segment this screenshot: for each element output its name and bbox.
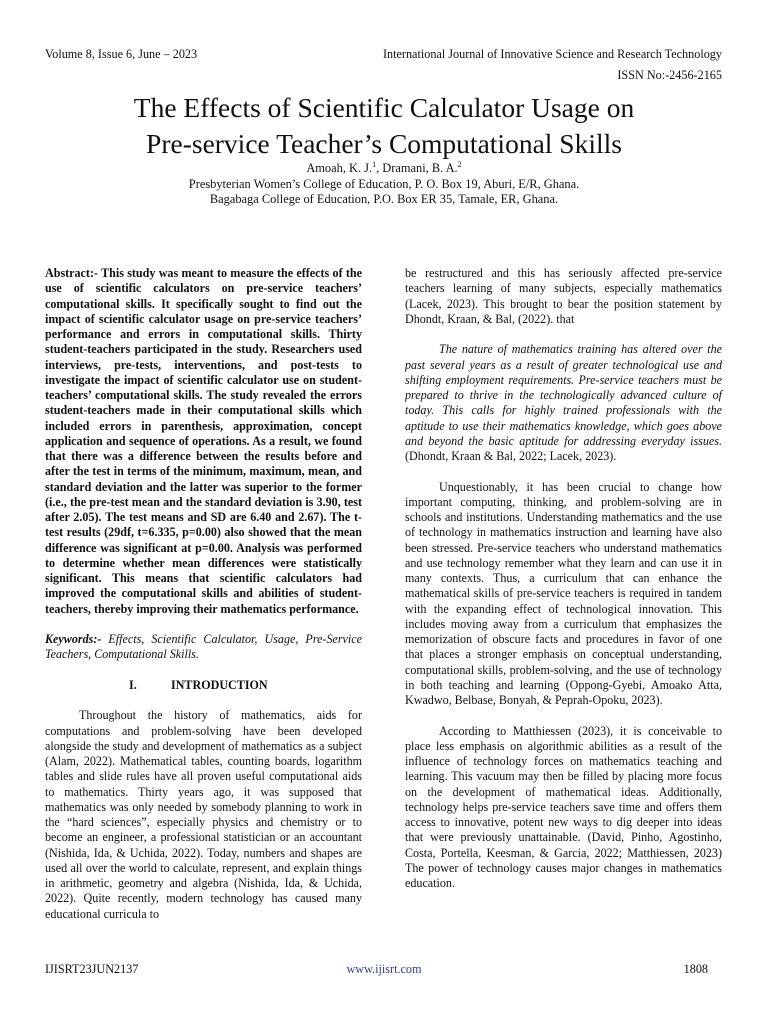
block-quote-citation: (Dhondt, Kraan & Bal, 2022; Lacek, 2023). — [405, 449, 617, 463]
keywords-label: Keywords:- — [45, 632, 102, 646]
left-column — [45, 266, 362, 937]
running-header-issn: ISSN No:-2456-2165 — [617, 68, 722, 82]
block-quote — [405, 342, 722, 464]
right-column — [405, 266, 722, 907]
section-heading-introduction — [45, 678, 362, 693]
running-header-volume: Volume 8, Issue 6, June – 2023 — [45, 47, 198, 61]
paper-title-line-2: Pre-service Teacher’s Computational Skills — [146, 128, 622, 159]
footer-website-link[interactable]: www.ijisrt.com — [346, 962, 422, 976]
author-2: , Dramani, B. A. — [376, 161, 458, 175]
section-number: I. — [129, 677, 137, 692]
author-names — [60, 161, 708, 177]
author-block — [60, 161, 708, 208]
keywords — [45, 632, 362, 663]
section-title: INTRODUCTION — [171, 677, 268, 692]
author-2-affil-mark: 2 — [457, 160, 462, 169]
footer-paper-id: IJISRT23JUN2137 — [45, 962, 139, 976]
author-1-affil-mark: 1 — [372, 160, 377, 169]
running-header-journal: International Journal of Innovative Science and Research Technology — [382, 47, 722, 61]
paper-title — [40, 90, 728, 162]
affiliation-2: Bagabaga College of Education, P.O. Box ER 35, Tamale, ER, Ghana. — [209, 192, 559, 206]
author-1: Amoah, K. J. — [306, 161, 373, 175]
intro-paragraph-3: According to Matthiessen (2023), it is conceivable to place less emphasis on algorithmic abilities as a result of the influence of technology forces on mathematics teaching and learning. This vacuum may then be filled by placing more focus on the development of mathematical ideas. Additionally, technology helps pre-service teachers save time and offers them access to innovative, potent new ways to dig deeper into ideas that were previously unattainable. (David, Pinho, Agostinho, Costa, Portella, Keesman, & Garcia, 2022; Matthiessen, 2023) The power of technology causes major changes in mathematics education. — [405, 723, 722, 890]
intro-paragraph-continued: be restructured and this has seriously affected pre-service teachers learning of many subjects, especially mathematics (Lacek, 2023). This brought to bear the position statement by Dhondt, Kraan, & Bal, (2022). that — [405, 266, 722, 326]
intro-paragraph-1: Throughout the history of mathematics, aids for computations and problem-solving have been developed alongside the study and development of mathematics as a subject (Alam, 2022). Mathematical tables, counting boards, logarithm tables and slide rules have all proven useful computational aids to mathematics. Thirty years ago, it was supposed that mathematics was only needed by somebody planning to work in the “hard sciences”, especially physics and chemistry or to become an engineer, a professional statistician or an accountant (Nishida, Ida, & Uchida, 2022). Today, numbers and shapes are used all over the world to calculate, represent, and explain things in arithmetic, geometry and algebra (Nishida, Ida, & Uchida, 2022). Quite recently, modern technology has caused many educational curricula to — [45, 708, 362, 921]
footer-page-number: 1808 — [683, 962, 708, 976]
paper-title-line-1: The Effects of Scientific Calculator Usage on — [133, 92, 635, 123]
block-quote-text: The nature of mathematics training has altered over the past several years as a result of greater technological use and shifting employment requirements. Pre-service teachers must be prepared to thrive in the technologically advanced culture of today. This calls for highly trained professionals with the aptitude to use their mathematics knowledge, which goes above and beyond the basic aptitude for addressing everyday issues. — [405, 342, 722, 448]
keywords-text: Effects, Scientific Calculator, Usage, Pre-Service Teachers, Computational Skills. — [45, 632, 362, 662]
abstract: Abstract:- This study was meant to measure the effects of the use of scientific calculators on pre-service teachers’ computational skills. It specifically sought to find out the impact of scientific calculator usage on pre-service teachers’ performance and errors in computational skills. Thirty student-teachers participated in the study. Researchers used interviews, pre-tests, interventions, and post-tests to investigate the impact of scientific calculator use on student-teachers’ computational skills. The study revealed the errors student-teachers made in their computational skills which included errors in parenthesis, approximation, concept application and sequence of operations. As a result, we found that there was a difference between the results before and after the test in terms of the minimum, maximum, mean, and standard deviation and the latter was superior to the former (i.e., the pre-test mean and the standard deviation is 3.90, test after 2.05). The test means and SD are 6.40 and 2.67). The t-test results (29df, t=6.335, p=0.00) also showed that the mean difference was significant at p=0.00. Analysis was performed to determine whether mean differences were statistically significant. This means that scientific calculators had improved the computational skills and abilities of student-teachers, thereby improving their mathematics performance. — [45, 266, 362, 616]
affiliation-1: Presbyterian Women’s College of Education, P. O. Box 19, Aburi, E/R, Ghana. — [188, 176, 580, 191]
intro-paragraph-2: Unquestionably, it has been crucial to change how important computing, thinking, and problem-solving are in schools and institutions. Understanding mathematics and the use of technology in mathematics instruction and learning have also been stressed. Pre-service teachers who understand mathematics and use technology remember what they learn and can use it in many contexts. Thus, a curriculum that can enhance the mathematical skills of pre-service teachers is required in tandem with the expanding effect of technological innovation. This includes moving away from a curriculum that emphasizes the memorization of obscure facts and procedures in favor of one that places a stronger emphasis on conceptual understanding, computational skills, problem-solving, and the use of technology in both teaching and learning (Oppong-Gyebi, Amoako Atta, Kwadwo, Belbase, Bonyah, & Peprah-Opoku, 2023). — [405, 479, 722, 707]
